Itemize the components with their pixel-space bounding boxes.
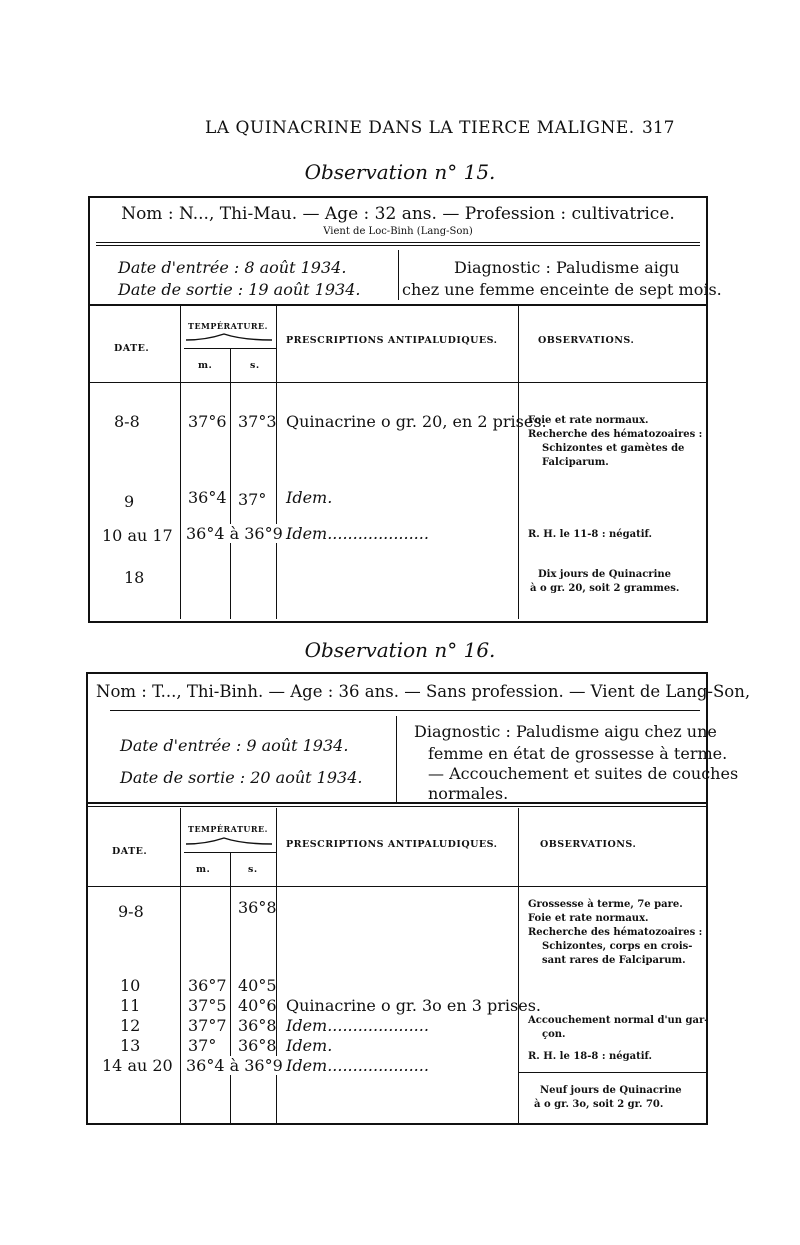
- obs15-row1-presc: Quinacrine o gr. 20, en 2 prises.: [286, 412, 547, 431]
- obs16-row6-date: 14 au 20: [102, 1056, 173, 1075]
- obs16-row3-s: 40°6: [238, 996, 277, 1015]
- obs15-note-4: Falciparum.: [542, 457, 609, 468]
- obs15-col-m: m.: [198, 360, 213, 371]
- obs15-title: Observation n° 15.: [304, 160, 496, 184]
- obs16-row4-m: 37°7: [188, 1016, 227, 1035]
- obs15-note-3: Schizontes et gamètes de: [542, 443, 685, 454]
- obs16-row1-date: 9-8: [118, 902, 144, 921]
- obs16-col-observations: OBSERVATIONS.: [540, 839, 637, 850]
- obs15-row2-presc: Idem.: [286, 488, 333, 507]
- obs16-row3-m: 37°5: [188, 996, 227, 1015]
- obs15-diagnostic-2: chez une femme enceinte de sept mois.: [402, 280, 722, 299]
- obs16-col-prescriptions: PRESCRIPTIONS ANTIPALUDIQUES.: [286, 839, 498, 850]
- obs15-exit: Date de sortie : 19 août 1934.: [118, 280, 361, 299]
- obs15-row1-date: 8-8: [114, 412, 140, 431]
- obs16-note-7: çon.: [542, 1029, 566, 1040]
- obs16-diagnostic-3: — Accouchement et suites de couches: [428, 764, 739, 783]
- obs16-diagnostic-4: normales.: [428, 784, 509, 803]
- obs15-col-prescriptions: PRESCRIPTIONS ANTIPALUDIQUES.: [286, 335, 498, 346]
- obs15-row3-date: 10 au 17: [102, 526, 173, 545]
- obs15-note-1: Foie et rate normaux.: [528, 415, 649, 426]
- obs16-note-8: R. H. le 18-8 : négatif.: [528, 1051, 652, 1062]
- obs16-row3-date: 11: [120, 996, 141, 1015]
- obs16-row5-presc: Idem.: [286, 1036, 333, 1055]
- obs15-origin: Vient de Loc-Binh (Lang-Son): [323, 226, 473, 237]
- obs15-note-7: à o gr. 20, soit 2 grammes.: [530, 583, 680, 594]
- obs15-row1-s: 37°3: [238, 412, 277, 431]
- obs16-table: [86, 672, 751, 1125]
- obs16-row2-s: 40°5: [238, 976, 277, 995]
- obs16-note-6: Accouchement normal d'un gar-: [528, 1015, 709, 1026]
- obs15-note-6: Dix jours de Quinacrine: [538, 569, 672, 580]
- obs16-title: Observation n° 16.: [304, 638, 496, 662]
- obs16-col-temp: TEMPÉRATURE.: [188, 824, 268, 834]
- obs15-row1-m: 37°6: [188, 412, 227, 431]
- obs16-row3-presc: Quinacrine o gr. 3o en 3 prises.: [286, 996, 541, 1015]
- obs16-exit: Date de sortie : 20 août 1934.: [120, 768, 363, 787]
- obs16-row2-date: 10: [120, 976, 141, 995]
- obs15-col-date: DATE.: [114, 343, 150, 354]
- obs16-note-1: Grossesse à terme, 7e pare.: [528, 899, 683, 910]
- obs16-row5-date: 13: [120, 1036, 141, 1055]
- obs16-col-s: s.: [248, 864, 258, 875]
- obs15-col-temp: TEMPÉRATURE.: [188, 321, 268, 331]
- obs16-col-date: DATE.: [112, 846, 148, 857]
- obs15-temp-brace: [184, 332, 274, 344]
- obs15-row2-s: 37°: [238, 490, 267, 509]
- obs15-row2-m: 36°4: [188, 488, 227, 507]
- obs15-row2-date: 9: [124, 492, 135, 511]
- obs16-row4-date: 12: [120, 1016, 141, 1035]
- obs15-table: [88, 196, 722, 623]
- obs16-row1-s: 36°8: [238, 898, 277, 917]
- obs15-diagnostic-1: Diagnostic : Paludisme aigu: [454, 258, 680, 277]
- obs16-note-3: Recherche des hématozoaires :: [528, 927, 703, 938]
- obs16-temp-brace: [184, 836, 274, 848]
- obs16-row5-s: 36°8: [238, 1036, 277, 1055]
- obs15-row3-range: 36°4 à 36°9: [186, 524, 283, 543]
- page-number: 317: [642, 118, 675, 138]
- obs16-note-9: Neuf jours de Quinacrine: [540, 1085, 682, 1096]
- obs16-diagnostic-1: Diagnostic : Paludisme aigu chez une: [414, 722, 717, 741]
- obs16-note-4: Schizontes, corps en crois-: [542, 941, 693, 952]
- obs15-col-observations: OBSERVATIONS.: [538, 335, 635, 346]
- obs15-row4-date: 18: [124, 568, 145, 587]
- obs16-note-10: à o gr. 3o, soit 2 gr. 70.: [534, 1099, 664, 1110]
- obs16-row6-presc: Idem....................: [286, 1056, 429, 1075]
- obs16-col-m: m.: [196, 864, 211, 875]
- obs16-row4-s: 36°8: [238, 1016, 277, 1035]
- obs15-note-2: Recherche des hématozoaires :: [528, 429, 703, 440]
- obs16-note-5: sant rares de Falciparum.: [542, 955, 686, 966]
- obs16-row5-m: 37°: [188, 1036, 217, 1055]
- obs16-row4-presc: Idem....................: [286, 1016, 429, 1035]
- obs16-diagnostic-2: femme en état de grossesse à terme.: [428, 744, 728, 763]
- obs16-row6-range: 36°4 à 36°9: [186, 1056, 283, 1075]
- obs16-note-2: Foie et rate normaux.: [528, 913, 649, 924]
- obs15-entry: Date d'entrée : 8 août 1934.: [118, 258, 347, 277]
- running-head: LA QUINACRINE DANS LA TIERCE MALIGNE.: [205, 118, 635, 138]
- obs16-row2-m: 36°7: [188, 976, 227, 995]
- obs16-name-line: Nom : T..., Thi-Binh. — Age : 36 ans. — Sans profession. — Vient de Lang-Son,: [96, 682, 751, 701]
- obs16-entry: Date d'entrée : 9 août 1934.: [120, 736, 349, 755]
- obs15-name-line: Nom : N..., Thi-Mau. — Age : 32 ans. — Profession : cultivatrice.: [121, 204, 675, 224]
- obs15-row3-presc: Idem....................: [286, 524, 429, 543]
- obs15-note-5: R. H. le 11-8 : négatif.: [528, 529, 652, 540]
- obs15-col-s: s.: [250, 360, 260, 371]
